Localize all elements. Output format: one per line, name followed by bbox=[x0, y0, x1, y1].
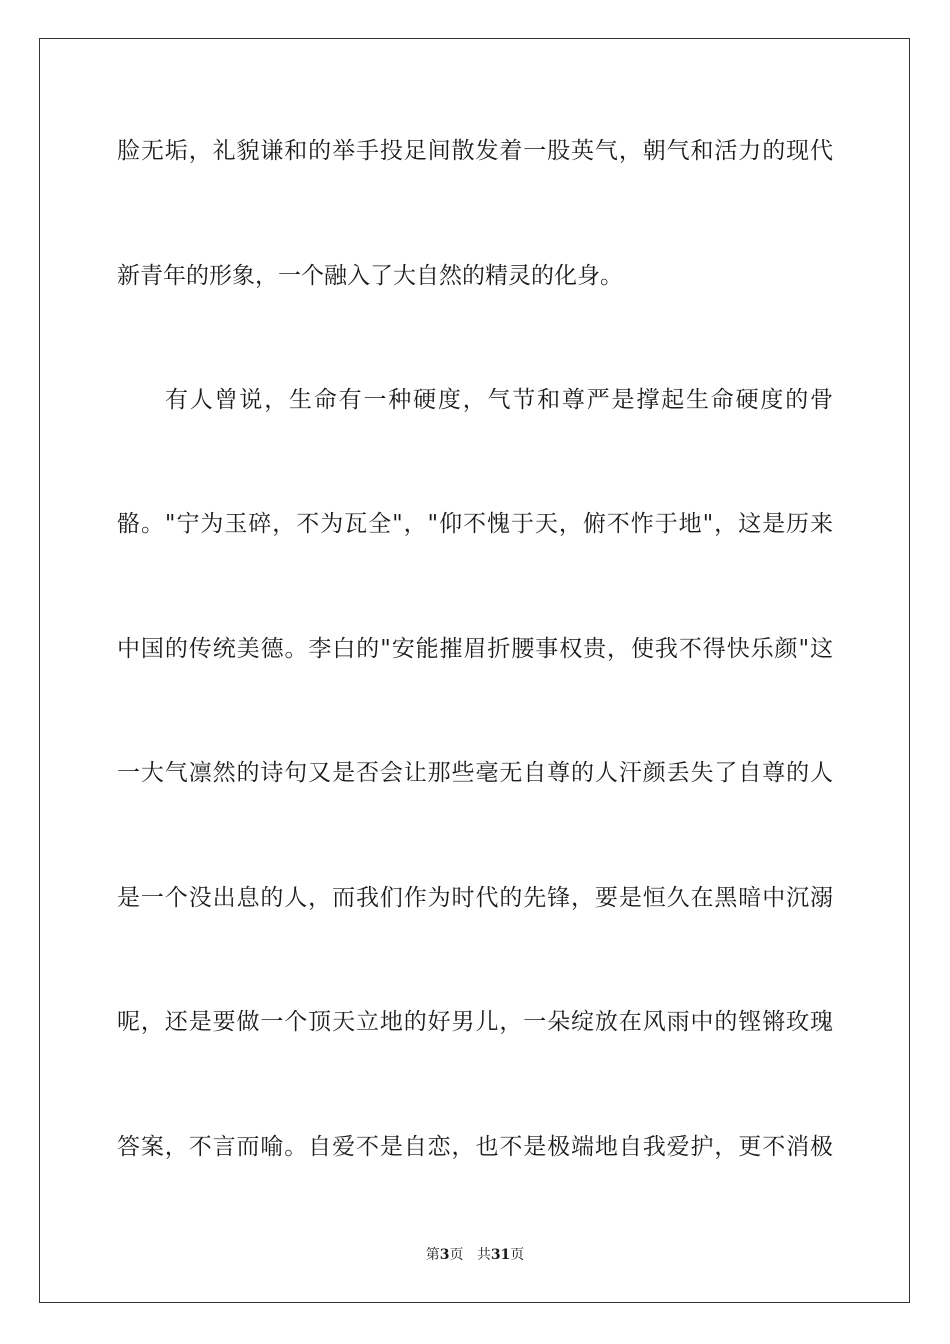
page-number: 3 bbox=[439, 1247, 450, 1263]
total-prefix: 共 bbox=[476, 1247, 491, 1263]
body-line: 答案，不言而喻。自爱不是自恋，也不是极端地自我爱护，更不消极 bbox=[117, 1134, 833, 1160]
paragraph-first-line: 有人曾说，生命有一种硬度，气节和尊严是撑起生命硬度的骨 bbox=[165, 387, 833, 413]
total-pages: 31 bbox=[490, 1247, 511, 1263]
body-line: 是一个没出息的人，而我们作为时代的先锋，要是恒久在黑暗中沉溺 bbox=[117, 885, 833, 911]
body-line: 中国的传统美德。李白的"安能摧眉折腰事权贵，使我不得快乐颜"这 bbox=[117, 636, 833, 662]
page-suffix: 页 bbox=[449, 1247, 464, 1263]
page-prefix: 第 bbox=[425, 1247, 440, 1263]
page-border bbox=[39, 38, 910, 1303]
body-line: 骼。"宁为玉碎，不为瓦全"，"仰不愧于天，俯不怍于地"，这是历来 bbox=[117, 511, 833, 537]
page-footer bbox=[0, 1246, 950, 1264]
body-line: 一大气凛然的诗句又是否会让那些毫无自尊的人汗颜丢失了自尊的人 bbox=[117, 760, 833, 786]
body-line: 呢，还是要做一个顶天立地的好男儿，一朵绽放在风雨中的铿锵玫瑰 bbox=[117, 1009, 833, 1035]
body-line: 新青年的形象，一个融入了大自然的精灵的化身。 bbox=[117, 263, 623, 289]
total-suffix: 页 bbox=[510, 1247, 525, 1263]
body-line: 脸无垢，礼貌谦和的举手投足间散发着一股英气，朝气和活力的现代 bbox=[117, 138, 833, 164]
